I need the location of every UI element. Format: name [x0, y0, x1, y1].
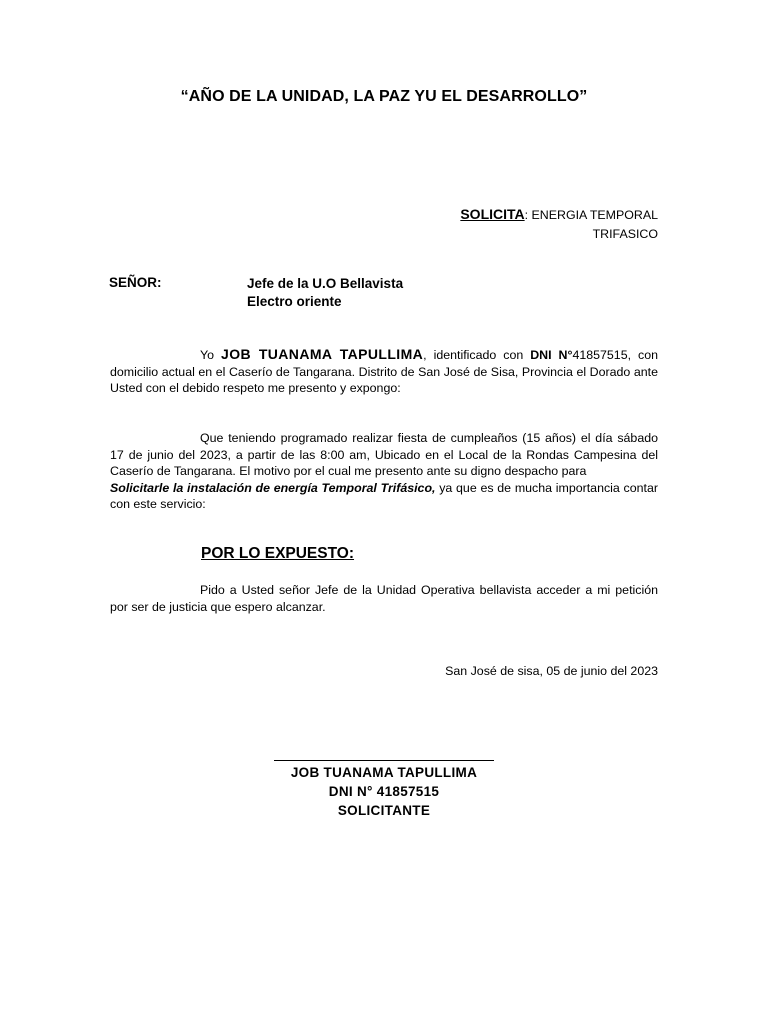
expuesto-text: Pido a Usted señor Jefe de la Unidad Operativa bellavista acceder a mi petición por ser de justicia que espero alcanzar. [110, 583, 658, 614]
expuesto-title: POR LO EXPUESTO: [201, 545, 355, 562]
addressee-line1: Jefe de la U.O Bellavista [247, 276, 404, 291]
dni-label: DNI N° [530, 348, 573, 362]
addressee-label: SEÑOR: [109, 275, 162, 290]
subject-value-line1: : ENERGIA TEMPORAL [524, 208, 658, 222]
addressee-block [247, 275, 403, 311]
body-text: Que teniendo programado realizar fiesta de cumpleaños (15 años) el día sábado 17 de junio del 2023, a partir de las 8:00 am, Ubicado en el Local de la Rondas Campesina del Caserío de Tangarana. El motivo por el cual me presento ante su digno despacho para [110, 431, 658, 479]
signature-role: SOLICITANTE [337, 803, 431, 818]
intro-rest: , con domicilio actual en el Caserío de Tangarana. Distrito de San José de Sisa, Provincia el Dorado ante Usted con el debido respeto me presento y expongo: [110, 348, 658, 396]
subject-block [358, 206, 658, 243]
applicant-name: JOB TUANAMA TAPULLIMA [221, 346, 424, 362]
signature-dni: DNI N° 41857515 [328, 784, 440, 799]
signature-block [234, 763, 534, 820]
signature-name: JOB TUANAMA TAPULLIMA [290, 765, 478, 780]
date-line: San José de sisa, 05 de junio del 2023 [445, 664, 658, 678]
document-heading: “AÑO DE LA UNIDAD, LA PAZ YU EL DESARROLLO” [180, 88, 588, 105]
subject-label: SOLICITA [460, 206, 525, 222]
addressee-line2: Electro oriente [247, 294, 342, 309]
request-rest: ya que es de mucha importancia contar con este servicio: [110, 480, 658, 512]
intro-after-name: , identificado con [423, 348, 531, 362]
subject-value-line2: TRIFASICO [592, 227, 658, 241]
intro-paragraph [110, 346, 658, 397]
request-emphasis: Solicitarle la instalación de energía Temporal Trifásico, [110, 480, 436, 495]
body-paragraph [110, 430, 658, 513]
dni-value: 41857515 [572, 348, 628, 362]
expuesto-paragraph [110, 582, 658, 615]
intro-yo: Yo [200, 348, 222, 362]
signature-line [274, 760, 494, 761]
